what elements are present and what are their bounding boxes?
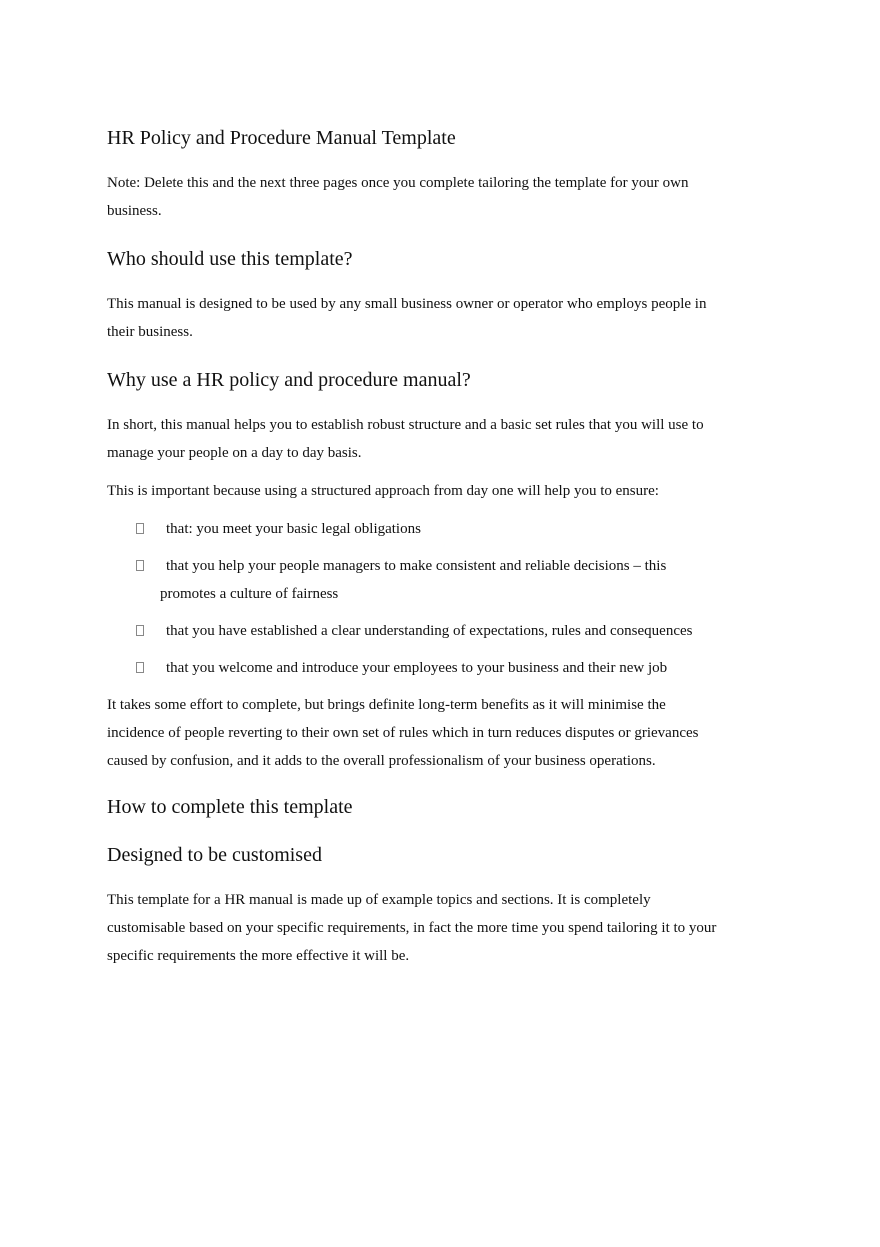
list-item-text: that you welcome and introduce your employees to your business and their new job — [166, 660, 668, 676]
how-heading: How to complete this template — [107, 796, 353, 818]
list-item — [107, 515, 722, 543]
why-heading: Why use a HR policy and procedure manual? — [107, 369, 471, 391]
designed-paragraph: This template for a HR manual is made up of example topics and sections. It is completely customisable based on your specific requirements, in fact the more time you spend tailoring it to your specific requirements the more effective it will be. — [107, 892, 717, 964]
document-title: HR Policy and Procedure Manual Template — [107, 127, 456, 149]
checkbox-bullet-icon — [136, 560, 144, 571]
list-item — [107, 552, 722, 608]
why-paragraph-2: This is important because using a structured approach from day one will help you to ensure: — [107, 483, 659, 499]
list-item-text: that you have established a clear understanding of expectations, rules and consequences — [166, 623, 693, 639]
checkbox-bullet-icon — [136, 625, 144, 636]
why-paragraph-1: In short, this manual helps you to establish robust structure and a basic set rules that you will use to manage your people on a day to day basis. — [107, 417, 704, 461]
document-page — [107, 124, 722, 980]
list-item — [107, 617, 722, 645]
why-paragraph-3: It takes some effort to complete, but brings definite long-term benefits as it will minimise the incidence of people reverting to their own set of rules which in turn reduces disputes or grievances caused by confusion, and it adds to the overall professionalism of your business operations. — [107, 697, 699, 769]
designed-heading: Designed to be customised — [107, 844, 322, 866]
note-paragraph: Note: Delete this and the next three pages once you complete tailoring the template for your own business. — [107, 175, 689, 219]
list-item-text: that you help your people managers to make consistent and reliable decisions – this promotes a culture of fairness — [160, 558, 667, 602]
checkbox-bullet-icon — [136, 523, 144, 534]
list-item-text: that: you meet your basic legal obligations — [166, 521, 421, 537]
list-item — [107, 654, 722, 682]
who-heading: Who should use this template? — [107, 248, 353, 270]
who-paragraph: This manual is designed to be used by any small business owner or operator who employs people in their business. — [107, 296, 707, 340]
checkbox-bullet-icon — [136, 662, 144, 673]
benefits-list — [107, 515, 722, 682]
